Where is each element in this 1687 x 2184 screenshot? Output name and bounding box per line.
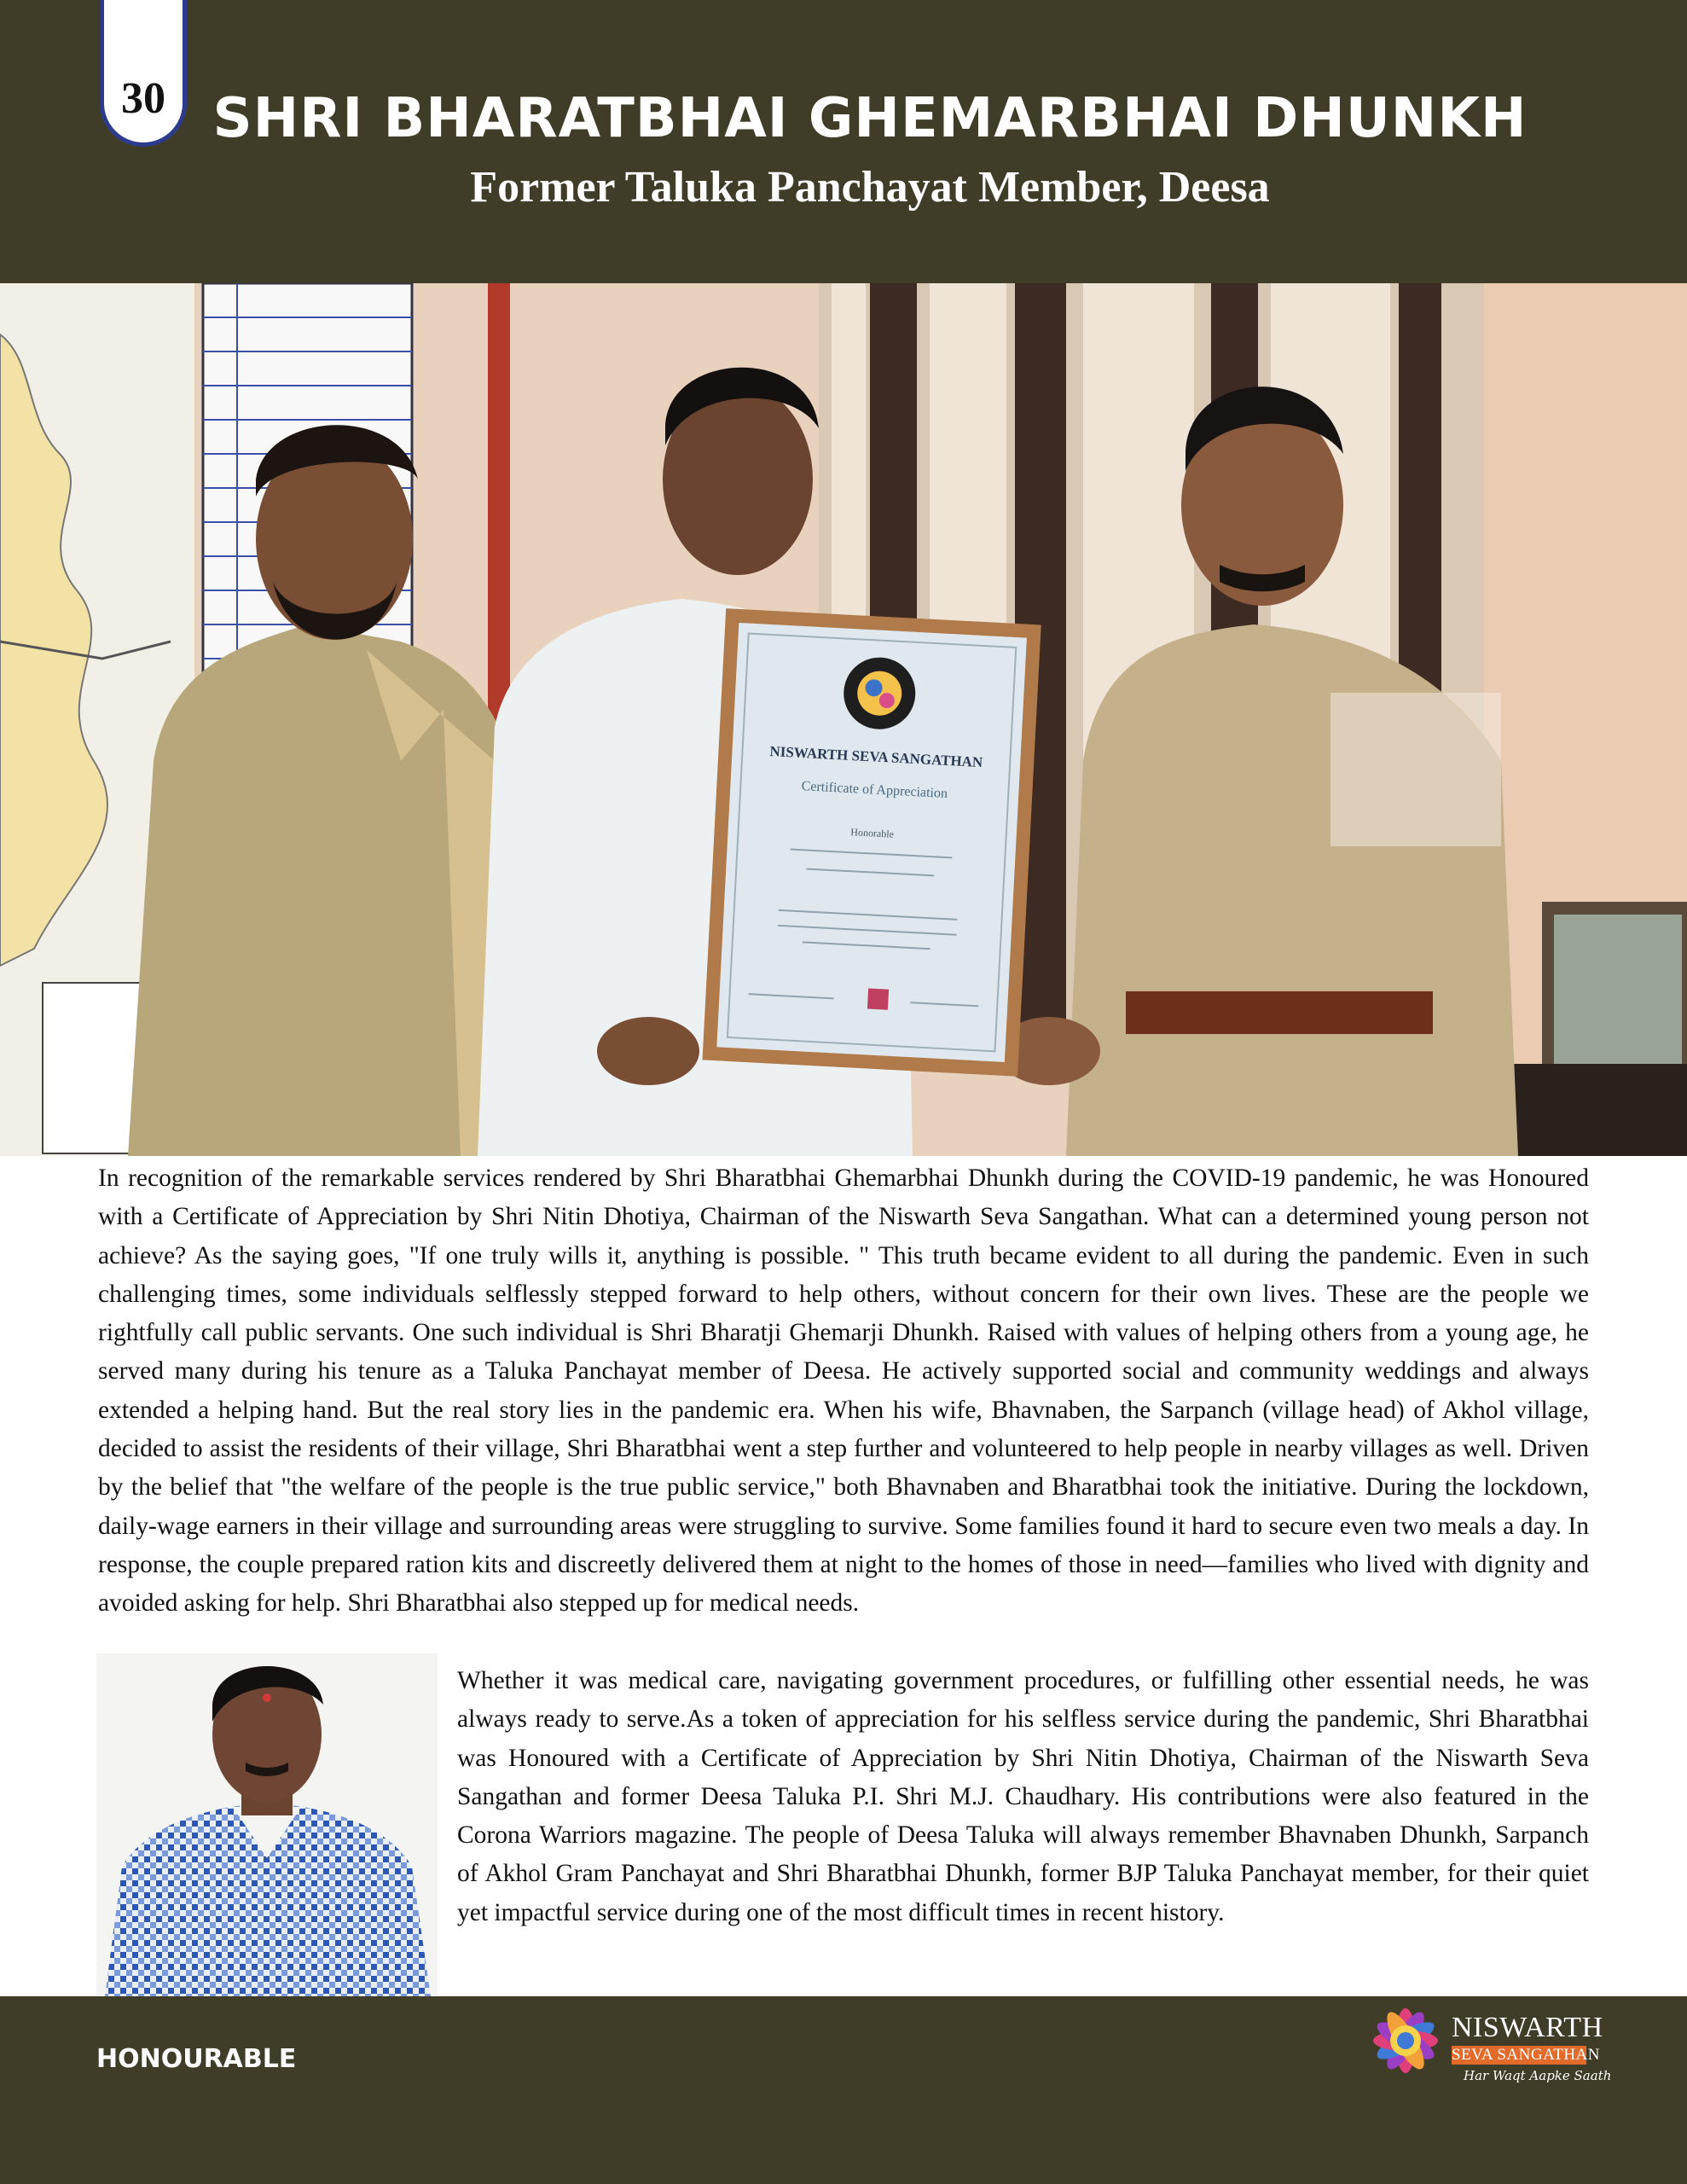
section-label: HONOURABLE (96, 2044, 297, 2074)
award-ceremony-photo (0, 283, 1687, 1156)
portrait-photo (96, 1653, 438, 1996)
logo-tagline: Har Waqt Aapke Saath (1464, 2068, 1612, 2083)
certificate-honorable: Honorable (850, 826, 895, 840)
logo-subtitle: SEVA SANGATHAN (1452, 2046, 1600, 2064)
lotus-logo-icon (1363, 1996, 1448, 2082)
niswarth-logo (1363, 1996, 1612, 2099)
page-number: 30 (121, 74, 165, 123)
article-paragraph-2: Whether it was medical care, navigating government procedures, or fulfilling other essential needs, he was always ready to serve.As a token of appreciation for his selfless service during the pandemic, Shri Bharatbhai was Honoured with a Certificate of Appreciation by Shri Nitin Dhotiya, Chairman of the Niswarth Seva Sangathan and former Deesa Taluka P.I. Shri M.J. Chaudhary. His contributions were also featured in the Corona Warriors magazine. The people of Deesa Taluka will always remember Bhavnaben Dhunkh, Sarpanch of Akhol Gram Panchayat and Shri Bharatbhai Dhunkh, former BJP Taluka Panchayat member, for their quiet yet impactful service during one of the most difficult times in recent history. (457, 1667, 1589, 1926)
logo-name: NISWARTH (1452, 2012, 1603, 2043)
page-title: SHRI BHARATBHAI GHEMARBHAI DHUNKH (212, 87, 1528, 150)
certificate-org: NISWARTH SEVA SANGATHAN (769, 743, 983, 771)
page-subtitle: Former Taluka Panchayat Member, Deesa (470, 163, 1270, 212)
certificate-title: Certificate of Appreciation (801, 779, 948, 802)
header-band (0, 0, 1687, 283)
page-number-tab (100, 0, 187, 147)
article-paragraph-1: In recognition of the remarkable services rendered by Shri Bharatbhai Ghemarbhai Dhunkh during the COVID-19 pandemic, he was Honoured with a Certificate of Appreciation by Shri Nitin Dhotiya, Chairman of the Niswarth Seva Sangathan. What can a determined young person not achieve? As the saying goes, "If one truly wills it, anything is possible. " This truth became evident to all during the pandemic. Even in such challenging times, some individuals selflessly stepped forward to help others, without concern for their own lives. These are the people we rightfully call public servants. One such individual is Shri Bharatji Ghemarji Dhunkh. Raised with values of helping others from a young age, he served many during his tenure as a Taluka Panchayat member of Deesa. He actively supported social and community weddings and always extended a helping hand. But the real story lies in the pandemic era. When his wife, Bhavnaben, the Sarpanch (village head) of Akhol village, decided to assist the residents of their village, Shri Bharatbhai went a step further and volunteered to help people in nearby villages as well. Driven by the belief that "the welfare of the people is the true public service," both Bhavnaben and Bharatbhai took the initiative. During the lockdown, daily-wage earners in their village and surrounding areas were struggling to survive. Some families found it hard to secure even two meals a day. In response, the couple prepared ration kits and discreetly delivered them at night to the homes of those in need—families who lived with dignity and avoided asking for help. Shri Bharatbhai also stepped up for medical needs. (98, 1165, 1589, 1618)
